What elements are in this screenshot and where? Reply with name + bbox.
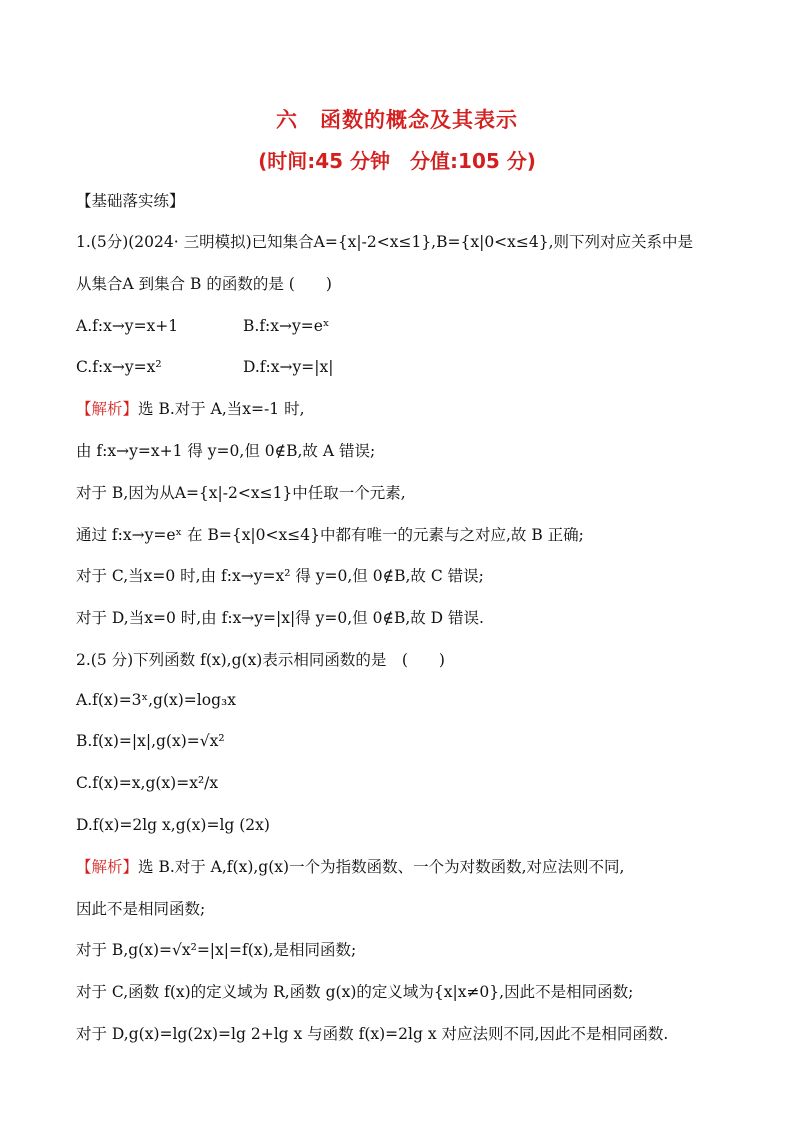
a1-line5: 对于 C,当x=0 时,由 f:x→y=x² 得 y=0,但 0∉B,故 C 错误; <box>76 567 484 585</box>
q2-option-c: C.f(x)=x,g(x)=x²/x <box>76 774 219 792</box>
a2-text1: 选 B.对于 A,f(x),g(x)一个为指数函数、一个为对数函数,对应法则不同, <box>138 858 625 876</box>
a2-line4: 对于 C,函数 f(x)的定义域为 R,函数 g(x)的定义域为{x|x≠0},因此不是相同函数; <box>76 983 634 1001</box>
a2-line1 <box>76 857 624 877</box>
analysis-tag: 【解析】 <box>76 858 139 876</box>
a2-line3: 对于 B,g(x)=√x²=|x|=f(x),是相同函数; <box>76 941 357 959</box>
a1-line4: 通过 f:x→y=eˣ 在 B={x|0<x≤4}中都有唯一的元素与之对应,故 B 正确; <box>76 526 584 544</box>
a1-line3: 对于 B,因为从A={x|-2<x≤1}中任取一个元素, <box>76 484 406 502</box>
a1-line2: 由 f:x→y=x+1 得 y=0,但 0∉B,故 A 错误; <box>76 442 376 460</box>
a1-line6: 对于 D,当x=0 时,由 f:x→y=|x|得 y=0,但 0∉B,故 D 错误. <box>76 609 484 627</box>
q1-option-b: B.f:x→y=eˣ <box>243 317 330 335</box>
q1-option-d: D.f:x→y=|x| <box>243 358 334 376</box>
q1-stem-line1: 1.(5分)(2024· 三明模拟)已知集合A={x|-2<x≤1},B={x|0<x≤4},则下列对应关系中是 <box>76 233 694 251</box>
q2-stem: 2.(5 分)下列函数 f(x),g(x)表示相同函数的是 ( ) <box>76 651 445 669</box>
q1-option-a: A.f:x→y=x+1 <box>76 317 179 335</box>
q1-option-c: C.f:x→y=x² <box>76 358 162 376</box>
a1-line1 <box>76 399 305 419</box>
a1-text1: 选 B.对于 A,当x=-1 时, <box>138 400 305 418</box>
q2-option-a: A.f(x)=3ˣ,g(x)=log₃x <box>76 691 236 709</box>
q2-option-b: B.f(x)=|x|,g(x)=√x² <box>76 732 225 750</box>
page-title: 六 函数的概念及其表示 <box>276 108 518 132</box>
q1-stem-line2: 从集合A 到集合 B 的函数的是 ( ) <box>76 275 332 293</box>
page-subtitle: (时间:45 分钟 分值:105 分) <box>258 149 536 173</box>
a2-line2: 因此不是相同函数; <box>76 900 206 918</box>
a2-line5: 对于 D,g(x)=lg(2x)=lg 2+lg x 与函数 f(x)=2lg x 对应法则不同,因此不是相同函数. <box>76 1025 669 1043</box>
q2-option-d: D.f(x)=2lg x,g(x)=lg (2x) <box>76 816 270 834</box>
section-heading: 【基础落实练】 <box>76 192 185 210</box>
analysis-tag: 【解析】 <box>76 400 139 418</box>
